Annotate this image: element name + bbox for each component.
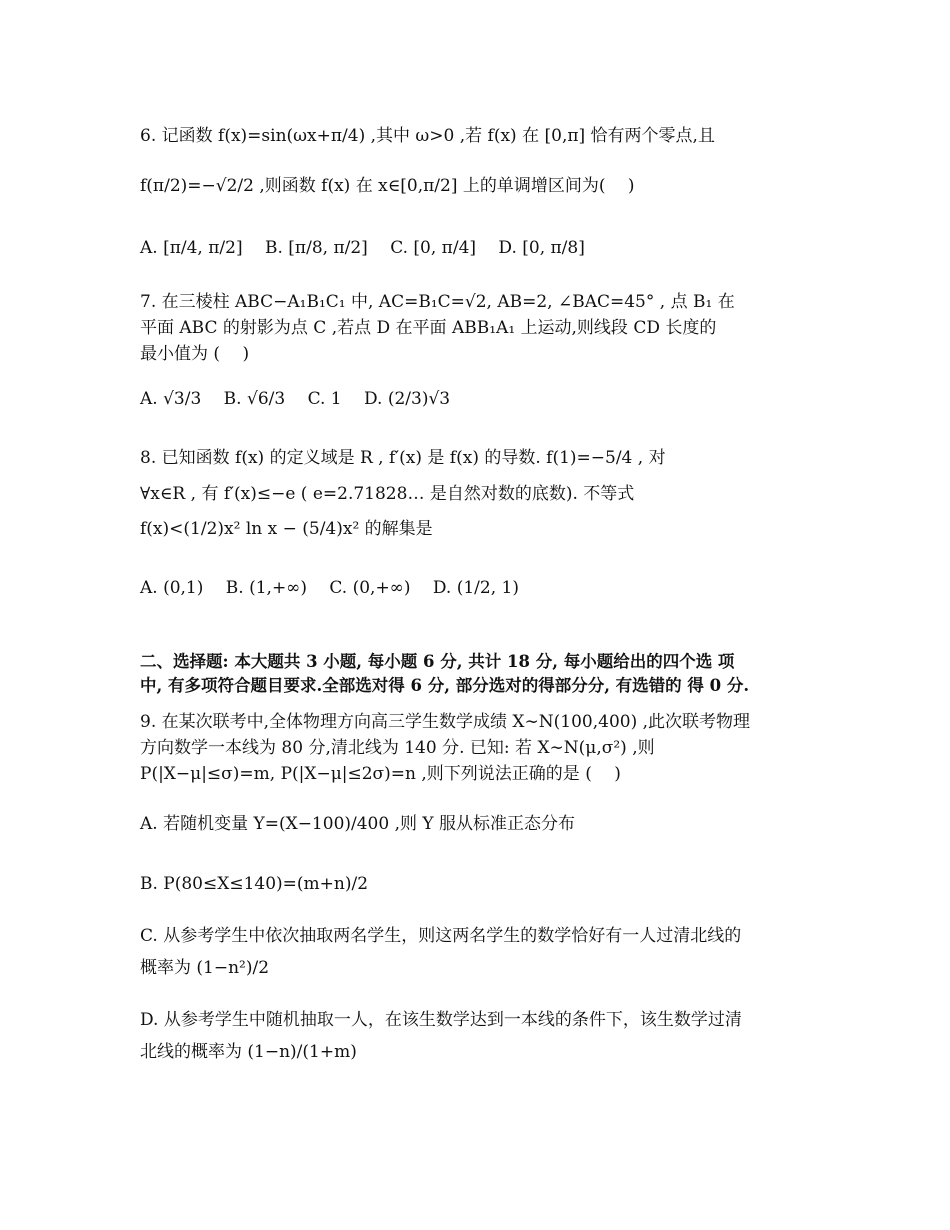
question-9-option-c-line-2: 概率为 (1−n²)/2 — [140, 958, 270, 978]
section-heading-line-2: 中, 有多项符合题目要求.全部选对得 6 分, 部分选对的得部分分, 有选错的 得 0 分. — [140, 676, 750, 695]
question-6-stem-line-1: 6. 记函数 f(x)=sin(ωx+π/4) ,其中 ω>0 ,若 f(x) 在 [0,π] 恰有两个零点,且 — [140, 126, 715, 146]
question-9-option-b: B. P(80≤X≤140)=(m+n)/2 — [140, 874, 369, 894]
question-6-stem-line-2: f(π/2)=−√2/2 ,则函数 f(x) 在 x∈[0,π/2] 上的单调增区间为( ) — [140, 176, 635, 196]
question-9-option-c-line-1: C. 从参考学生中依次抽取两名学生，则这两名学生的数学恰好有一人过清北线的 — [140, 926, 742, 946]
question-6-options: A. [π/4, π/2] B. [π/8, π/2] C. [0, π/4] D. [0, π/8] — [140, 238, 585, 258]
question-7-stem-line-1: 7. 在三棱柱 ABC−A₁B₁C₁ 中, AC=B₁C=√2, AB=2, ∠BAC=45° , 点 B₁ 在 — [140, 292, 735, 312]
section-heading-line-1: 二、选择题: 本大题共 3 小题, 每小题 6 分, 共计 18 分, 每小题给出的四个选 项 — [140, 652, 735, 671]
question-9-stem-line-3: P(|X−μ|≤σ)=m, P(|X−μ|≤2σ)=n ,则下列说法正确的是 ( ) — [140, 764, 621, 784]
question-8-stem-line-1: 8. 已知函数 f(x) 的定义域是 R , f′(x) 是 f(x) 的导数. f(1)=−5/4 , 对 — [140, 448, 666, 468]
question-8-stem-line-3: f(x)<(1/2)x² ln x − (5/4)x² 的解集是 — [140, 519, 433, 539]
question-8-stem-line-2: ∀x∈R , 有 f′(x)≤−e ( e=2.71828… 是自然对数的底数). 不等式 — [140, 484, 635, 504]
question-9-option-a: A. 若随机变量 Y=(X−100)/400 ,则 Y 服从标准正态分布 — [140, 814, 576, 834]
question-9-option-d-line-2: 北线的概率为 (1−n)/(1+m) — [140, 1042, 357, 1062]
question-9-option-d-line-1: D. 从参考学生中随机抽取一人，在该生数学达到一本线的条件下，该生数学过清 — [140, 1010, 742, 1030]
question-7-options: A. √3/3 B. √6/3 C. 1 D. (2/3)√3 — [140, 389, 451, 409]
question-9-stem-line-2: 方向数学一本线为 80 分,清北线为 140 分. 已知: 若 X∼N(μ,σ²) ,则 — [140, 738, 655, 758]
question-8-options: A. (0,1) B. (1,+∞) C. (0,+∞) D. (1/2, 1) — [140, 578, 519, 598]
question-7-stem-line-2: 平面 ABC 的射影为点 C ,若点 D 在平面 ABB₁A₁ 上运动,则线段 CD 长度的 — [140, 318, 717, 338]
question-9-stem-line-1: 9. 在某次联考中,全体物理方向高三学生数学成绩 X∼N(100,400) ,此次联考物理 — [140, 712, 751, 732]
question-7-stem-line-3: 最小值为 ( ) — [140, 344, 250, 364]
